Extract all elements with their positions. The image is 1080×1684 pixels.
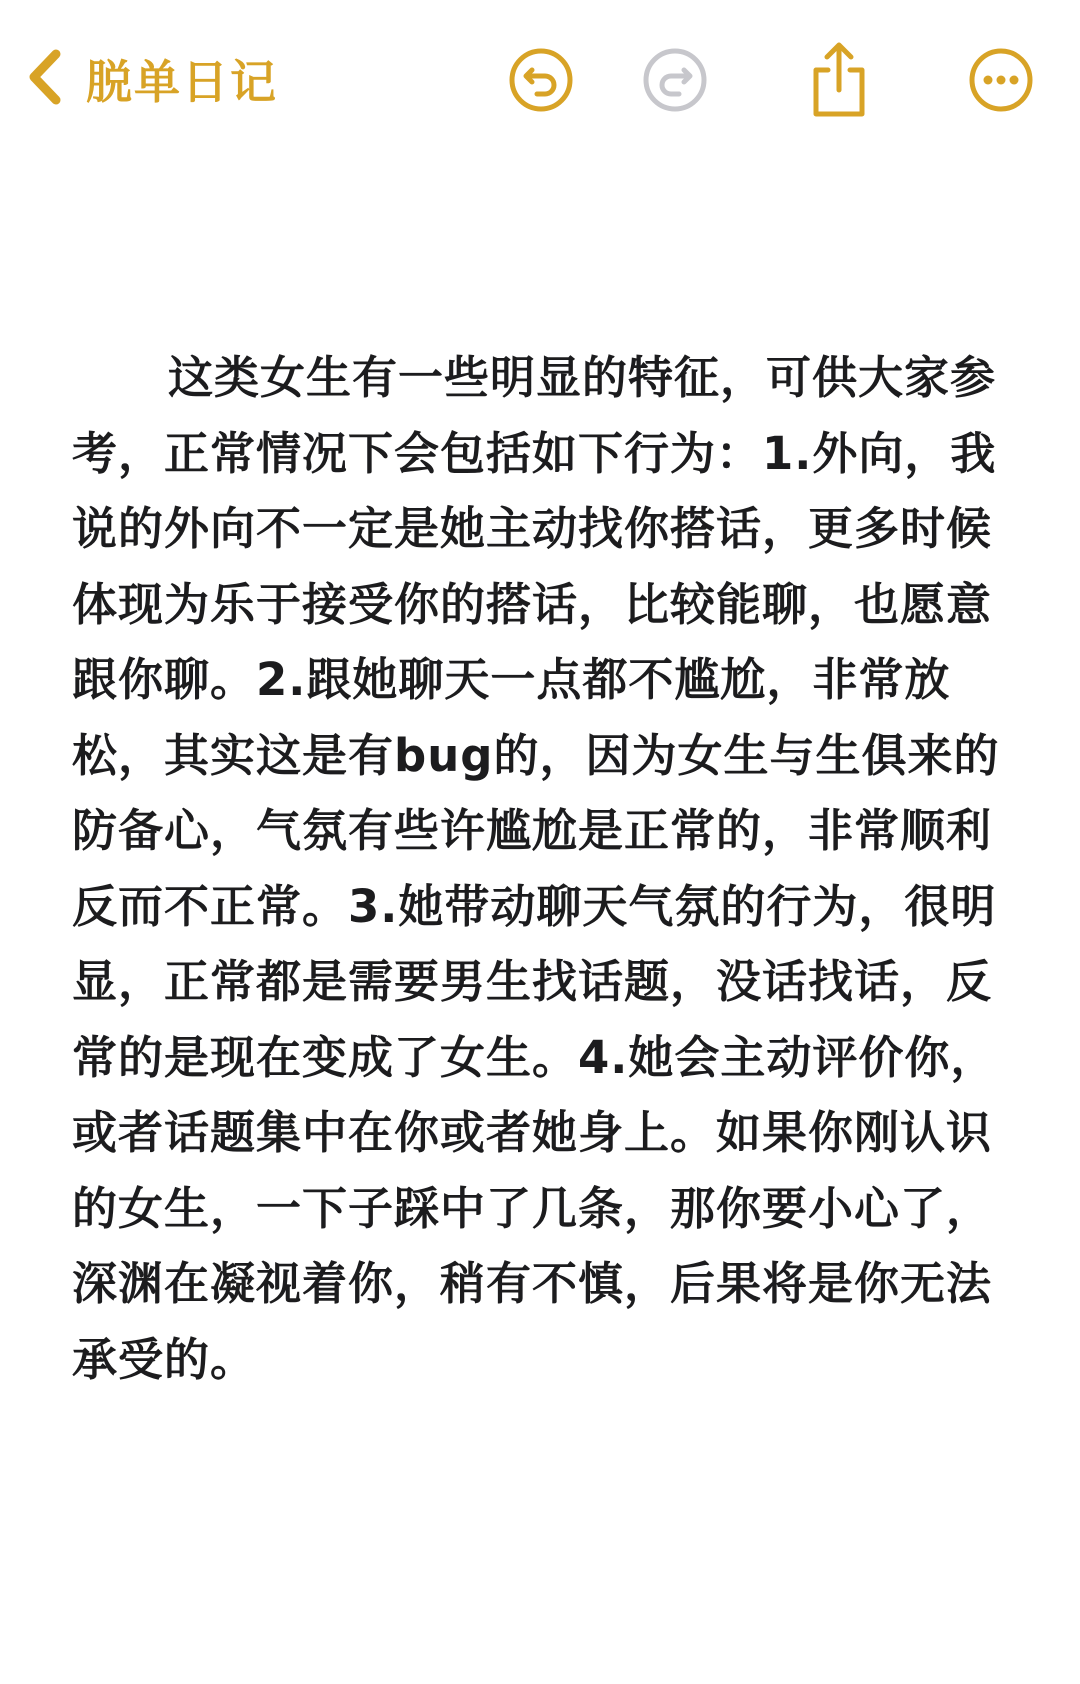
back-button[interactable] bbox=[22, 44, 278, 114]
note-body-text[interactable]: 这类女生有一些明显的特征，可供大家参考，正常情况下会包括如下行为：1.外向，我说的外向不一定是她主动找你搭话，更多时候体现为乐于接受你的搭话，比较能聊，也愿意跟你聊。2.跟她聊天一点都不尴尬，非常放松，其实这是有bug的，因为女生与生俱来的防备心，气氛有些许尴尬是正常的，非常顺利反而不正常。3.她带动聊天气氛的行为，很明显，正常都是需要男生找话题，没话找话，反常的是现在变成了女生。4.她会主动评价你，或者话题集中在你或者她身上。如果你刚认识的女生，一下子踩中了几条，那你要小心了，深渊在凝视着你，稍有不慎，后果将是你无法承受的。 bbox=[72, 351, 1000, 1386]
undo-button[interactable] bbox=[507, 46, 575, 114]
redo-icon bbox=[641, 46, 709, 114]
navigation-toolbar bbox=[0, 0, 1080, 170]
undo-icon bbox=[507, 46, 575, 114]
ellipsis-circle-icon bbox=[967, 46, 1035, 114]
back-label: 脱单日记 bbox=[86, 55, 278, 109]
more-options-button[interactable] bbox=[967, 46, 1035, 114]
chevron-left-icon bbox=[22, 46, 66, 112]
share-icon bbox=[806, 40, 872, 120]
redo-button[interactable] bbox=[641, 46, 709, 114]
share-button[interactable] bbox=[806, 40, 872, 120]
